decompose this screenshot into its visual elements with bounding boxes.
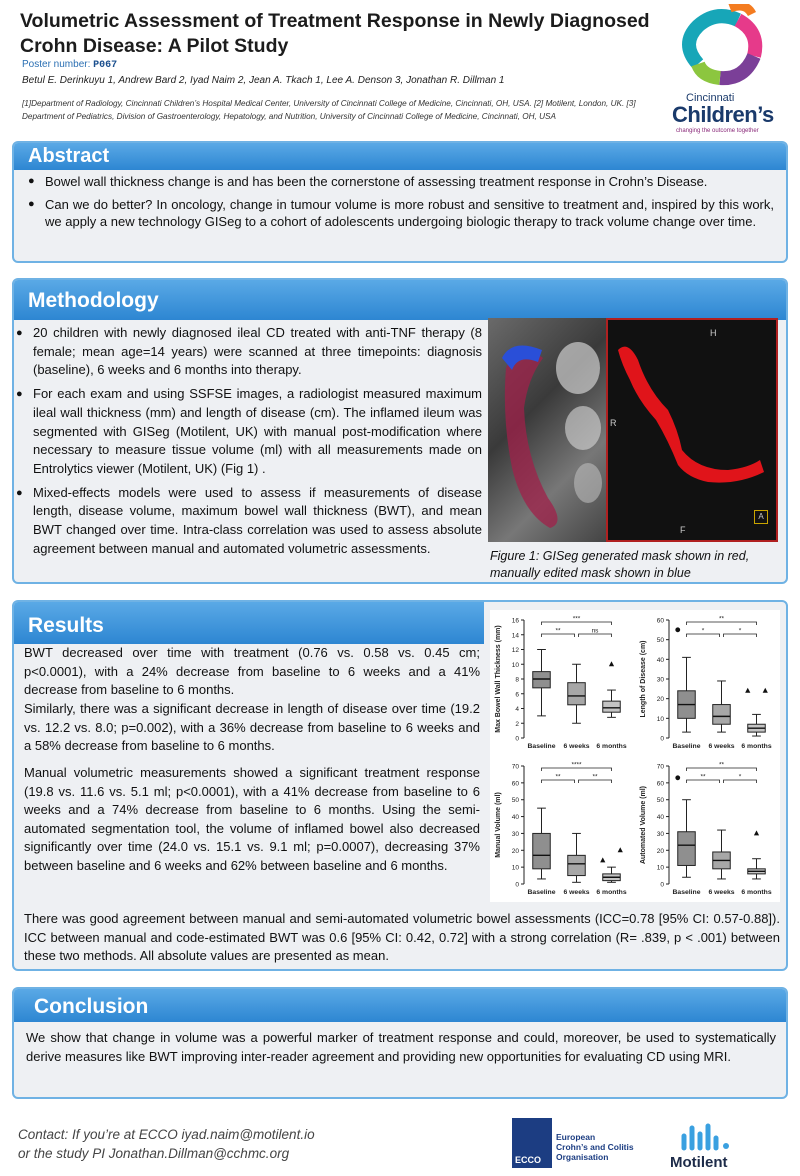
significance-label: **: [700, 773, 706, 781]
y-tick-label: 12: [511, 647, 519, 654]
outlier-point: [745, 688, 750, 693]
y-tick-label: 60: [511, 780, 519, 788]
conclusion-heading: Conclusion: [14, 989, 786, 1022]
y-tick-label: 50: [511, 797, 519, 805]
x-tick-label: Baseline: [672, 889, 701, 896]
y-tick-label: 70: [656, 763, 664, 771]
mri-coronal-image: [488, 318, 606, 542]
y-tick-label: 60: [656, 780, 664, 788]
y-tick-label: 16: [511, 617, 519, 625]
y-tick-label: 10: [511, 864, 519, 872]
y-tick-label: 30: [656, 676, 664, 684]
motilent-logo: [668, 1120, 748, 1172]
outlier-point: [609, 661, 614, 666]
y-tick-label: 0: [660, 735, 664, 743]
y-tick-label: 20: [656, 847, 664, 855]
ecco-emblem-icon: [512, 1118, 552, 1168]
significance-label: ns: [591, 627, 599, 635]
logo-text-childrens: Children’s: [672, 102, 774, 127]
y-tick-label: 60: [656, 617, 664, 625]
x-tick-label: 6 months: [596, 743, 627, 750]
x-tick-label: 6 weeks: [708, 889, 735, 896]
significance-label: **: [555, 627, 561, 635]
y-tick-label: 2: [515, 720, 519, 728]
y-tick-label: 20: [656, 696, 664, 704]
significance-label: **: [718, 761, 725, 769]
orientation-cube-icon: A: [754, 510, 768, 524]
results-paragraph: Manual volumetric measurements showed a significant treatment response (19.8 vs. 11.6 vs. 5.1 ml; p<0.0001), with a 41% decrease from baseline to 6 weeks and a 74% decrease from baseline to 6 months. Using the semi-automated segmentation tool, the volume of inflamed bowel also decreased significantly over time (24.0 vs. 15.1 vs. 9.1 ml; p=0.0007), decreasing 37% between baseline and 6 weeks and 62% between baseline and 6 months.: [24, 765, 480, 873]
childrens-swirl-icon: [668, 4, 786, 94]
box: [568, 683, 586, 705]
y-tick-label: 4: [515, 706, 519, 713]
author-list: Betul E. Derinkuyu 1, Andrew Bard 2, Iyad Naim 2, Jean A. Tkach 1, Lee A. Denson 3, Jonathan R. Dillman 1: [22, 75, 505, 86]
y-tick-label: 10: [511, 661, 519, 669]
significance-label: ****: [571, 761, 582, 769]
affiliations: [1]Department of Radiology, Cincinnati Children’s Hospital Medical Center, University of Cincinnati College of Medicine, Cincinnati, OH, USA. [2] Motilent, London, UK. [3] Department of Pediatrics, Division of Gastroenterology, Hepatology, and Nutrition, University of Cincinnati College of Medicine, Cincinnati, OH, USA: [22, 99, 636, 121]
conclusion-panel: [12, 987, 788, 1099]
poster-title: Volumetric Assessment of Treatment Response in Newly Diagnosed Crohn Disease: A Pilot Study: [20, 10, 650, 57]
cincinnati-childrens-logo: [668, 4, 786, 138]
ecco-text: Crohn’s and Colitis: [556, 1142, 634, 1152]
significance-label: **: [718, 615, 725, 623]
results-paragraph: BWT decreased over time with treatment (0.76 vs. 0.58 vs. 0.45 cm; p<0.0001), with a 24% decrease from baseline to 6 weeks and a 41% decrease from baseline to 6 months.: [24, 645, 480, 698]
box: [678, 832, 696, 866]
results-paragraph: Similarly, there was a significant decrease in length of disease over time (19.2 vs. 12.2 vs. 8.0; p=0.002), with a 36% decrease from baseline to 6 weeks and a 58% decrease from baseline to 6 months.: [24, 701, 480, 754]
logo-text-cincinnati: Cincinnati: [686, 92, 735, 104]
x-tick-label: 6 weeks: [563, 743, 590, 750]
x-tick-label: 6 weeks: [708, 743, 735, 750]
y-tick-label: 40: [511, 814, 519, 822]
results-panel: [12, 600, 788, 971]
methodology-bullet: ● 20 children with newly diagnosed ileal CD treated with anti-TNF therapy (8 female; mean age=14 years) were scanned at three timepoints: diagnosis (baseline), 6 weeks and 6 months into therapy.: [14, 324, 482, 380]
y-tick-label: 10: [656, 864, 664, 872]
orientation-label-h: H: [710, 328, 717, 338]
outlier-point: [675, 627, 680, 632]
methodology-heading: Methodology: [14, 280, 786, 320]
y-tick-label: 30: [511, 830, 519, 838]
y-axis-label: Length of Disease (cm): [640, 640, 647, 718]
ecco-acronym: ECCO: [515, 1155, 542, 1165]
y-tick-label: 20: [511, 847, 519, 855]
abstract-bullet: ● Bowel wall thickness change is and has been the cornerstone of assessing treatment response in Crohn’s Disease.: [26, 173, 774, 191]
x-tick-label: 6 months: [741, 743, 772, 750]
box: [603, 701, 621, 712]
logo-tagline: changing the outcome together: [676, 128, 759, 134]
conclusion-text: We show that change in volume was a powerful marker of treatment response and could, moreover, be used to systematically derive measures like BWT improving inter-reader agreement and providing new opportunities for evaluating CD using MRI.: [26, 1030, 776, 1064]
segmentation-overlay: [488, 318, 606, 542]
abstract-bullet: ● Can we do better? In oncology, change in tumour volume is more robust and sensitive to treatment and, inspired by this work, we apply a new technology GISeg to a cohort of adolescents undergoing biologic therapy to track volume change over time.: [26, 196, 774, 231]
box: [713, 705, 731, 725]
y-tick-label: 40: [656, 656, 664, 664]
significance-label: *: [738, 627, 742, 635]
significance-label: **: [555, 773, 561, 781]
orientation-label-f: F: [680, 525, 686, 535]
contact-info: [18, 1125, 315, 1163]
boxplot-svg: [490, 610, 780, 902]
outlier-point: [675, 775, 680, 780]
methodology-panel: [12, 278, 788, 584]
results-paragraph: There was good agreement between manual and semi-automated volumetric bowel assessments (ICC=0.78 [95% CI: 0.57-0.88]). ICC between manual and code-estimated BWT was 0.6 [95% CI: 0.42, 0.72] with a strong correlation (R= .839, p < .001) between these two methods. All absolute values are presented as mean.: [24, 911, 780, 964]
poster-number-label: Poster number:: [22, 59, 91, 70]
x-tick-label: 6 weeks: [563, 889, 590, 896]
y-tick-label: 50: [656, 637, 664, 645]
y-tick-label: 6: [515, 691, 519, 699]
boxplot-charts: [490, 610, 780, 902]
abstract-heading: Abstract: [14, 143, 786, 170]
outlier-point: [618, 847, 623, 852]
poster-header: [0, 0, 800, 140]
y-axis-label: Automated Volume (ml): [640, 785, 647, 865]
ecco-text: European: [556, 1132, 596, 1142]
figure-caption: Figure 1: GISeg generated mask shown in red, manually edited mask shown in blue: [490, 549, 750, 580]
x-tick-label: Baseline: [672, 743, 701, 750]
abstract-bullets: [26, 173, 774, 236]
box: [568, 855, 586, 875]
significance-label: *: [701, 627, 705, 635]
methodology-bullet: ● For each exam and using SSFSE images, a radiologist measured maximum ileal wall thickness (mm) and length of disease (cm). The inflamed ileum was segmented with GISeg (Motilent, UK) with manual post-modification where necessary to measure tissue volume (ml) with all measurements made on Entrolytics viewer (Motilent, UK) (Fig 1) .: [14, 385, 482, 479]
y-tick-label: 0: [660, 881, 664, 889]
y-tick-label: 0: [515, 881, 519, 889]
mri-figure: [488, 318, 778, 542]
methodology-bullets: [14, 324, 482, 563]
y-axis-label: Manual Volume (ml): [495, 792, 502, 858]
motilent-wordmark: Motilent: [670, 1154, 728, 1171]
results-heading: Results: [14, 602, 484, 644]
significance-label: ***: [572, 615, 581, 623]
y-tick-label: 14: [511, 632, 519, 640]
y-axis-label: Max Bowel Wall Thickness (mm): [495, 625, 502, 733]
outlier-point: [600, 857, 605, 862]
contact-line: Contact: If you’re at ECCO iyad.naim@motilent.io: [18, 1127, 315, 1142]
y-tick-label: 10: [656, 715, 664, 723]
box: [533, 833, 551, 868]
poster-number: P067: [93, 60, 118, 71]
y-tick-label: 40: [656, 814, 664, 822]
motilent-wave-icon: [678, 1122, 738, 1152]
outlier-point: [763, 688, 768, 693]
x-tick-label: 6 months: [741, 889, 772, 896]
contact-line: or the study PI Jonathan.Dillman@cchmc.org: [18, 1146, 290, 1161]
box: [533, 672, 551, 688]
y-tick-label: 50: [656, 797, 664, 805]
ecco-text: Organisation: [556, 1152, 609, 1162]
y-tick-label: 30: [656, 830, 664, 838]
y-tick-label: 0: [515, 735, 519, 743]
y-tick-label: 70: [511, 763, 519, 771]
poster-number-line: [22, 59, 117, 71]
significance-label: *: [738, 773, 742, 781]
orientation-label-r: R: [610, 418, 617, 428]
ecco-logo: [512, 1118, 642, 1173]
y-tick-label: 8: [515, 676, 519, 684]
x-tick-label: Baseline: [527, 743, 556, 750]
red-mask-3d: [608, 320, 776, 540]
3d-mask-render: [606, 318, 778, 542]
abstract-panel: [12, 141, 788, 263]
significance-label: **: [592, 773, 598, 781]
x-tick-label: Baseline: [527, 889, 556, 896]
x-tick-label: 6 months: [596, 889, 627, 896]
methodology-bullet: ● Mixed-effects models were used to assess if measurements of disease length, disease volume, maximum bowel wall thickness (BWT), and mean BWT changed over time. Intra-class correlation was used to assess absolute agreement between manual and automated volumetric assessments.: [14, 484, 482, 559]
outlier-point: [754, 830, 759, 835]
